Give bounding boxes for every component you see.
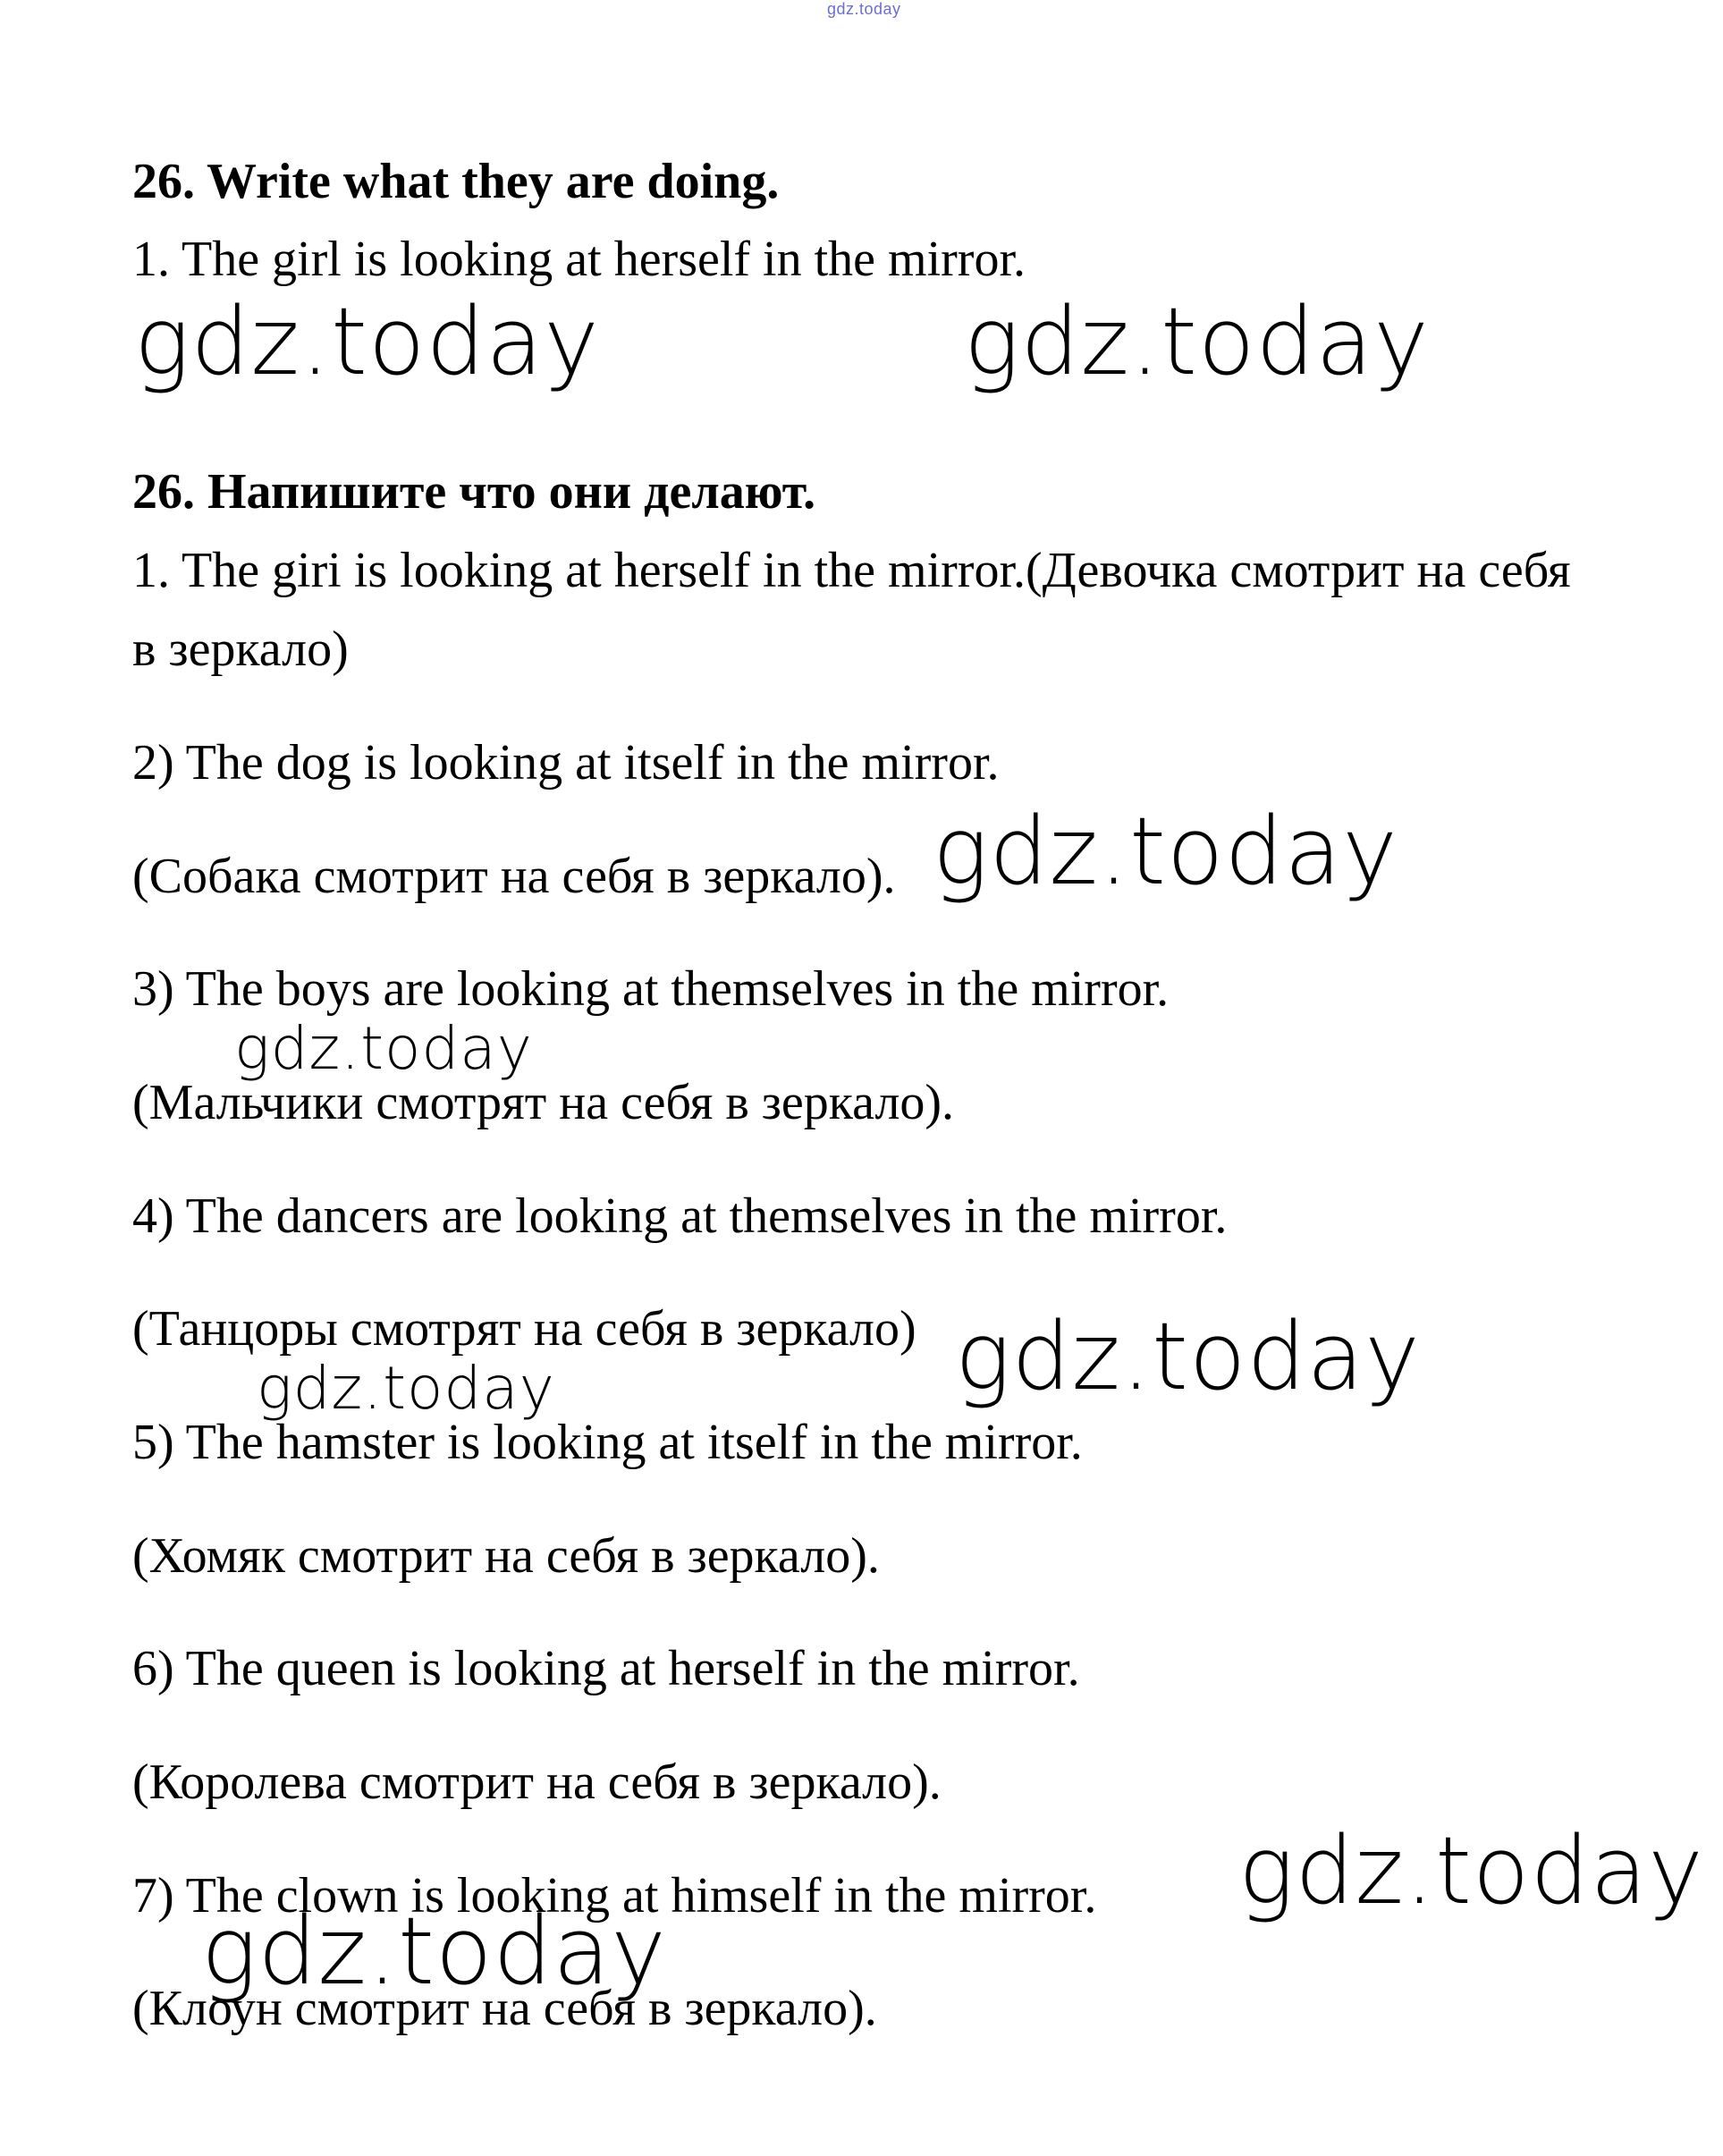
top-watermark: gdz.today [827, 0, 901, 18]
item-7-ru: (Клоун смотрит на себя в зеркало). [132, 1981, 877, 2036]
task-heading-en: 26. Write what they are doing. [132, 154, 780, 209]
watermark: gdz.today [134, 287, 600, 396]
watermark: gdz.today [955, 1302, 1421, 1411]
item-2-ru: (Собака смотрит на себя в зеркало). [132, 849, 896, 904]
task-en-line-1: 1. The girl is looking at herself in the mirror. [132, 232, 1026, 287]
item-7-en: 7) The clown is looking at himself in the mirror. [132, 1868, 1097, 1923]
watermark: gdz.today [933, 797, 1398, 906]
item-2-en: 2) The dog is looking at itself in the mirror. [132, 735, 1000, 791]
watermark: gdz.today [964, 287, 1430, 396]
item-6-en: 6) The queen is looking at herself in the mirror. [132, 1641, 1080, 1696]
item-3-ru: (Мальчики смотрят на себя в зеркало). [132, 1075, 955, 1130]
watermark: gdz.today [1238, 1816, 1704, 1925]
item-3-en: 3) The boys are looking at themselves in the mirror. [132, 961, 1170, 1017]
watermark: gdz.today [234, 1014, 533, 1083]
task-ru-line-1b: в зеркало) [132, 621, 349, 677]
task-heading-ru: 26. Напишите что они делают. [132, 464, 816, 520]
item-4-en: 4) The dancers are looking at themselves in the mirror. [132, 1188, 1228, 1244]
watermark: gdz.today [257, 1354, 555, 1423]
item-5-ru: (Хомяк смотрит на себя в зеркало). [132, 1528, 880, 1584]
watermark: gdz.today [201, 1897, 667, 2006]
item-4-ru: (Танцоры смотрят на себя в зеркало) [132, 1301, 916, 1357]
item-5-en: 5) The hamster is looking at itself in the mirror. [132, 1415, 1083, 1470]
task-ru-line-1a: 1. The giri is looking at herself in the mirror.(Девочка смотрит на себя [132, 543, 1571, 598]
item-6-ru: (Королева смотрит на себя в зеркало). [132, 1754, 942, 1810]
